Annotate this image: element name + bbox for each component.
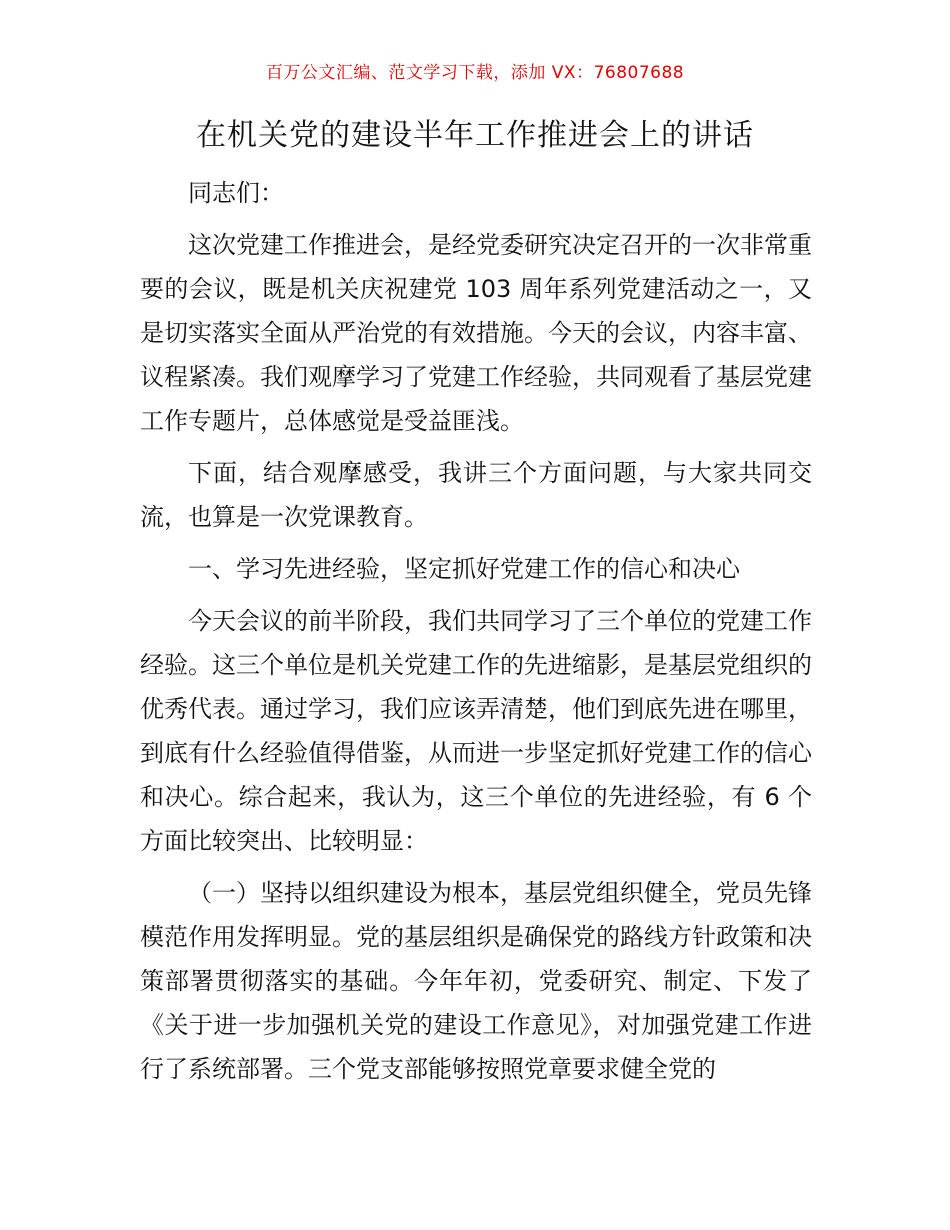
section-heading-1: 一、学习先进经验，坚定抓好党建工作的信心和决心: [188, 555, 740, 583]
document-body: [140, 171, 812, 1099]
paragraph-4: （一）坚持以组织建设为根本，基层党组织健全，党员先锋模范作用发挥明显。党的基层组织是确保党的路线方针政策和决策部署贯彻落实的基础。今年年初，党委研究、制定、下发了《关于进一步加强机关党的建设工作意见》，对加强党建工作进行了系统部署。三个党支部能够按照党章要求健全党的: [140, 879, 812, 1083]
greeting: 同志们：: [188, 179, 284, 207]
paragraph-1: 这次党建工作推进会，是经党委研究决定召开的一次非常重要的会议，既是机关庆祝建党 103 周年系列党建活动之一，又是切实落实全面从严治党的有效措施。今天的会议，内容丰富、议程紧凑。我们观摩学习了党建工作经验，共同观看了基层党建工作专题片，总体感觉是受益匪浅。: [140, 231, 812, 435]
document-title: 在机关党的建设半年工作推进会上的讲话: [196, 118, 754, 153]
paragraph-3: 今天会议的前半阶段，我们共同学习了三个单位的党建工作经验。这三个单位是机关党建工作的先进缩影，是基层党组织的优秀代表。通过学习，我们应该弄清楚，他们到底先进在哪里，到底有什么经验值得借鉴，从而进一步坚定抓好党建工作的信心和决心。综合起来，我认为，这三个单位的先进经验，有 6 个方面比较突出、比较明显：: [140, 607, 812, 855]
watermark-header: 百万公文汇编、范文学习下载，添加 VX：76807688: [265, 63, 685, 83]
paragraph-2: 下面，结合观摩感受，我讲三个方面问题，与大家共同交流，也算是一次党课教育。: [140, 459, 812, 531]
